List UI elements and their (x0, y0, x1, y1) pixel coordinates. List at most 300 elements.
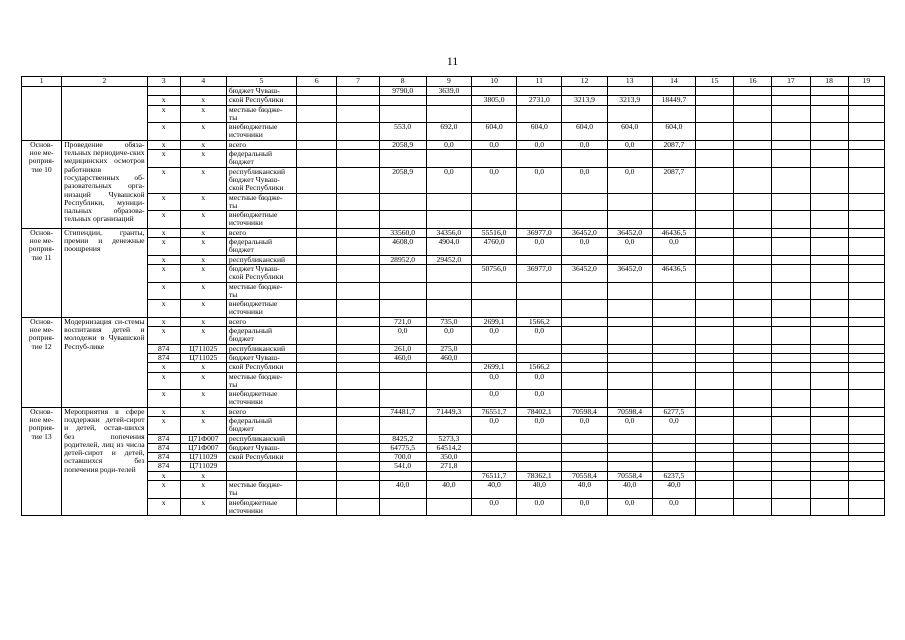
value-cell-11 (517, 150, 562, 168)
value-cell-11: 0,0 (517, 372, 562, 390)
value-cell-9 (426, 282, 471, 300)
value-cell-12 (562, 193, 607, 211)
empty-cell-19 (848, 353, 884, 362)
value-cell-8: 64775,5 (379, 443, 426, 452)
empty-cell-7 (337, 105, 379, 123)
value-cell-14 (652, 353, 695, 362)
empty-cell-17 (772, 327, 810, 345)
target-article-cell: х (180, 363, 226, 372)
value-cell-13: 604,0 (607, 123, 652, 141)
grbs-code-cell: 874 (147, 344, 180, 353)
empty-cell-17 (772, 300, 810, 318)
empty-cell-16 (734, 264, 772, 282)
empty-cell-6 (297, 498, 337, 516)
value-cell-9: 40,0 (426, 481, 471, 499)
value-cell-14 (652, 105, 695, 123)
value-cell-9: 350,0 (426, 453, 471, 462)
target-article-cell: х (180, 255, 226, 264)
value-cell-12 (562, 443, 607, 452)
empty-cell-15 (696, 498, 734, 516)
value-cell-11: 78362,1 (517, 471, 562, 480)
empty-cell-18 (810, 498, 848, 516)
value-cell-11: 36977,0 (517, 228, 562, 237)
empty-cell-6 (297, 282, 337, 300)
value-cell-11: 0,0 (517, 238, 562, 256)
value-cell-10 (472, 443, 517, 452)
value-cell-11: 0,0 (517, 416, 562, 434)
value-cell-8: 4608,0 (379, 238, 426, 256)
value-cell-13: 36452,0 (607, 264, 652, 282)
event-name-cell (62, 87, 147, 141)
grbs-code-cell: х (147, 390, 180, 408)
target-article-cell: х (180, 300, 226, 318)
target-article-cell: Ц711029 (180, 453, 226, 462)
value-cell-13 (607, 344, 652, 353)
event-number-cell: Основ- ное ме- роприя- тие 12 (22, 317, 62, 407)
target-article-cell: х (180, 264, 226, 282)
empty-cell-7 (337, 96, 379, 105)
empty-cell-18 (810, 123, 848, 141)
column-header-8: 8 (379, 77, 426, 87)
empty-cell-6 (297, 327, 337, 345)
empty-cell-19 (848, 238, 884, 256)
value-cell-9 (426, 264, 471, 282)
value-cell-10: 604,0 (472, 123, 517, 141)
column-header-2: 2 (62, 77, 147, 87)
grbs-code-cell: 874 (147, 434, 180, 443)
funding-source-cell: всего (226, 407, 296, 416)
empty-cell-15 (696, 407, 734, 416)
value-cell-8: 9790,0 (379, 87, 426, 96)
empty-cell-18 (810, 416, 848, 434)
grbs-code-cell: х (147, 140, 180, 149)
table-row (22, 434, 885, 443)
table-row (22, 462, 885, 471)
empty-cell-18 (810, 193, 848, 211)
empty-cell-7 (337, 443, 379, 452)
empty-cell-18 (810, 317, 848, 326)
empty-cell-7 (337, 434, 379, 443)
funding-source-cell: местные бюдже- ты (226, 105, 296, 123)
table-row (22, 407, 885, 416)
value-cell-11 (517, 434, 562, 443)
value-cell-11: 2731,0 (517, 96, 562, 105)
value-cell-8: 2058,9 (379, 140, 426, 149)
empty-cell-6 (297, 344, 337, 353)
value-cell-12: 70598,4 (562, 407, 607, 416)
empty-cell-7 (337, 228, 379, 237)
target-article-cell: х (180, 211, 226, 229)
empty-cell-18 (810, 327, 848, 345)
empty-cell-18 (810, 96, 848, 105)
value-cell-12: 0,0 (562, 498, 607, 516)
empty-cell-6 (297, 228, 337, 237)
empty-cell-18 (810, 344, 848, 353)
table-row (22, 471, 885, 480)
empty-cell-19 (848, 264, 884, 282)
empty-cell-6 (297, 255, 337, 264)
funding-source-cell: местные бюдже- ты (226, 282, 296, 300)
value-cell-12 (562, 255, 607, 264)
table-row (22, 327, 885, 345)
empty-cell-15 (696, 228, 734, 237)
value-cell-12 (562, 372, 607, 390)
empty-cell-15 (696, 317, 734, 326)
value-cell-12 (562, 105, 607, 123)
column-header-14: 14 (652, 77, 695, 87)
empty-cell-7 (337, 264, 379, 282)
value-cell-12: 36452,0 (562, 228, 607, 237)
value-cell-8 (379, 416, 426, 434)
empty-cell-18 (810, 353, 848, 362)
value-cell-13 (607, 255, 652, 264)
table-row (22, 344, 885, 353)
value-cell-14: 6277,5 (652, 407, 695, 416)
empty-cell-16 (734, 443, 772, 452)
value-cell-8 (379, 96, 426, 105)
empty-cell-16 (734, 363, 772, 372)
target-article-cell: х (180, 238, 226, 256)
value-cell-10: 0,0 (472, 416, 517, 434)
empty-cell-19 (848, 87, 884, 96)
value-cell-9 (426, 372, 471, 390)
value-cell-14 (652, 434, 695, 443)
empty-cell-17 (772, 353, 810, 362)
value-cell-11: 0,0 (517, 327, 562, 345)
value-cell-14 (652, 372, 695, 390)
value-cell-11: 78402,1 (517, 407, 562, 416)
value-cell-14: 2087,7 (652, 167, 695, 193)
empty-cell-7 (337, 471, 379, 480)
value-cell-11 (517, 87, 562, 96)
empty-cell-7 (337, 317, 379, 326)
target-article-cell: х (180, 471, 226, 480)
empty-cell-6 (297, 462, 337, 471)
value-cell-10: 76551,7 (472, 407, 517, 416)
empty-cell-17 (772, 317, 810, 326)
empty-cell-19 (848, 255, 884, 264)
empty-cell-16 (734, 453, 772, 462)
value-cell-9: 275,0 (426, 344, 471, 353)
value-cell-8: 261,0 (379, 344, 426, 353)
value-cell-12 (562, 317, 607, 326)
value-cell-9: 34356,0 (426, 228, 471, 237)
target-article-cell: х (180, 327, 226, 345)
value-cell-12: 70558,4 (562, 471, 607, 480)
value-cell-8: 700,0 (379, 453, 426, 462)
value-cell-10 (472, 211, 517, 229)
value-cell-12 (562, 344, 607, 353)
table-row (22, 264, 885, 282)
value-cell-9 (426, 96, 471, 105)
value-cell-14: 40,0 (652, 481, 695, 499)
grbs-code-cell (147, 87, 180, 96)
empty-cell-18 (810, 471, 848, 480)
table-row (22, 167, 885, 193)
value-cell-8 (379, 211, 426, 229)
value-cell-8 (379, 193, 426, 211)
funding-source-cell: бюджет Чуваш- (226, 353, 296, 362)
value-cell-13: 0,0 (607, 238, 652, 256)
table-row (22, 123, 885, 141)
target-article-cell: х (180, 140, 226, 149)
empty-cell-18 (810, 167, 848, 193)
funding-source-cell: всего (226, 317, 296, 326)
value-cell-13 (607, 327, 652, 345)
value-cell-14: 46436,5 (652, 264, 695, 282)
grbs-code-cell: х (147, 372, 180, 390)
value-cell-14 (652, 344, 695, 353)
value-cell-14 (652, 300, 695, 318)
grbs-code-cell: 874 (147, 353, 180, 362)
empty-cell-7 (337, 344, 379, 353)
empty-cell-6 (297, 407, 337, 416)
target-article-cell: Ц711025 (180, 353, 226, 362)
empty-cell-6 (297, 300, 337, 318)
empty-cell-15 (696, 140, 734, 149)
value-cell-13: 36452,0 (607, 228, 652, 237)
table-row (22, 228, 885, 237)
value-cell-13 (607, 390, 652, 408)
target-article-cell: х (180, 123, 226, 141)
empty-cell-16 (734, 150, 772, 168)
grbs-code-cell: х (147, 282, 180, 300)
value-cell-14: 0,0 (652, 498, 695, 516)
target-article-cell (180, 87, 226, 96)
value-cell-9: 64514,2 (426, 443, 471, 452)
value-cell-14: 0,0 (652, 416, 695, 434)
empty-cell-17 (772, 238, 810, 256)
value-cell-14 (652, 282, 695, 300)
funding-source-cell: всего (226, 228, 296, 237)
empty-cell-19 (848, 471, 884, 480)
funding-source-cell: внебюджетные источники (226, 300, 296, 318)
table-row (22, 372, 885, 390)
value-cell-11: 1566,2 (517, 317, 562, 326)
empty-cell-19 (848, 300, 884, 318)
value-cell-13 (607, 300, 652, 318)
empty-cell-15 (696, 372, 734, 390)
funding-source-cell: ской Республики (226, 96, 296, 105)
empty-cell-15 (696, 96, 734, 105)
funding-source-cell: внебюджетные источники (226, 211, 296, 229)
value-cell-13 (607, 453, 652, 462)
empty-cell-7 (337, 193, 379, 211)
column-header-7: 7 (337, 77, 379, 87)
empty-cell-7 (337, 407, 379, 416)
value-cell-8 (379, 498, 426, 516)
value-cell-13 (607, 193, 652, 211)
empty-cell-19 (848, 167, 884, 193)
value-cell-12: 0,0 (562, 416, 607, 434)
value-cell-8: 553,0 (379, 123, 426, 141)
value-cell-10 (472, 453, 517, 462)
value-cell-11 (517, 282, 562, 300)
empty-cell-6 (297, 372, 337, 390)
empty-cell-6 (297, 105, 337, 123)
value-cell-12 (562, 327, 607, 345)
value-cell-10: 0,0 (472, 372, 517, 390)
empty-cell-6 (297, 481, 337, 499)
target-article-cell: х (180, 498, 226, 516)
empty-cell-19 (848, 105, 884, 123)
value-cell-13 (607, 150, 652, 168)
empty-cell-15 (696, 255, 734, 264)
value-cell-11: 604,0 (517, 123, 562, 141)
value-cell-13 (607, 105, 652, 123)
grbs-code-cell: х (147, 471, 180, 480)
empty-cell-18 (810, 105, 848, 123)
table-row (22, 105, 885, 123)
value-cell-9: 5273,3 (426, 434, 471, 443)
grbs-code-cell: х (147, 363, 180, 372)
empty-cell-7 (337, 211, 379, 229)
table-row (22, 87, 885, 96)
empty-cell-17 (772, 443, 810, 452)
value-cell-13: 70598,4 (607, 407, 652, 416)
empty-cell-16 (734, 390, 772, 408)
column-header-15: 15 (696, 77, 734, 87)
value-cell-9 (426, 150, 471, 168)
empty-cell-7 (337, 372, 379, 390)
empty-cell-7 (337, 498, 379, 516)
empty-cell-16 (734, 300, 772, 318)
empty-cell-6 (297, 317, 337, 326)
value-cell-11 (517, 353, 562, 362)
empty-cell-6 (297, 150, 337, 168)
column-header-5: 5 (226, 77, 296, 87)
empty-cell-15 (696, 481, 734, 499)
empty-cell-15 (696, 123, 734, 141)
value-cell-8 (379, 105, 426, 123)
empty-cell-7 (337, 416, 379, 434)
empty-cell-18 (810, 255, 848, 264)
empty-cell-17 (772, 228, 810, 237)
value-cell-11: 40,0 (517, 481, 562, 499)
value-cell-11 (517, 105, 562, 123)
value-cell-14 (652, 211, 695, 229)
empty-cell-6 (297, 238, 337, 256)
value-cell-11: 36977,0 (517, 264, 562, 282)
grbs-code-cell: х (147, 123, 180, 141)
table-row (22, 96, 885, 105)
empty-cell-15 (696, 453, 734, 462)
empty-cell-6 (297, 390, 337, 408)
empty-cell-7 (337, 140, 379, 149)
value-cell-12 (562, 434, 607, 443)
event-name-cell: Стипендии, гранты, премии и денежные поощрения (62, 228, 147, 317)
value-cell-10: 4760,0 (472, 238, 517, 256)
value-cell-8: 8425,2 (379, 434, 426, 443)
empty-cell-15 (696, 264, 734, 282)
grbs-code-cell: х (147, 211, 180, 229)
value-cell-12 (562, 211, 607, 229)
empty-cell-17 (772, 140, 810, 149)
value-cell-8: 40,0 (379, 481, 426, 499)
budget-table (21, 76, 885, 516)
empty-cell-6 (297, 96, 337, 105)
empty-cell-15 (696, 471, 734, 480)
funding-source-cell: республиканский (226, 255, 296, 264)
event-number-cell: Основ- ное ме- роприя- тие 13 (22, 407, 62, 516)
empty-cell-7 (337, 150, 379, 168)
value-cell-10 (472, 353, 517, 362)
value-cell-8: 28952,0 (379, 255, 426, 264)
table-row (22, 282, 885, 300)
value-cell-13: 0,0 (607, 167, 652, 193)
empty-cell-6 (297, 211, 337, 229)
column-header-18: 18 (810, 77, 848, 87)
value-cell-13 (607, 282, 652, 300)
value-cell-8: 721,0 (379, 317, 426, 326)
empty-cell-16 (734, 481, 772, 499)
empty-cell-16 (734, 471, 772, 480)
value-cell-11: 1566,2 (517, 363, 562, 372)
empty-cell-6 (297, 264, 337, 282)
funding-source-cell (226, 462, 296, 471)
table-row (22, 238, 885, 256)
empty-cell-15 (696, 363, 734, 372)
empty-cell-17 (772, 462, 810, 471)
value-cell-10: 0,0 (472, 167, 517, 193)
empty-cell-7 (337, 282, 379, 300)
empty-cell-7 (337, 87, 379, 96)
empty-cell-18 (810, 481, 848, 499)
value-cell-11: 0,0 (517, 390, 562, 408)
target-article-cell: х (180, 193, 226, 211)
empty-cell-15 (696, 238, 734, 256)
value-cell-9 (426, 211, 471, 229)
funding-source-cell: ской Республики (226, 453, 296, 462)
target-article-cell: х (180, 317, 226, 326)
empty-cell-16 (734, 317, 772, 326)
empty-cell-15 (696, 211, 734, 229)
empty-cell-19 (848, 434, 884, 443)
value-cell-12 (562, 390, 607, 408)
value-cell-12 (562, 363, 607, 372)
empty-cell-19 (848, 150, 884, 168)
value-cell-9 (426, 390, 471, 408)
funding-source-cell: местные бюдже- ты (226, 193, 296, 211)
value-cell-12: 3213,9 (562, 96, 607, 105)
column-header-3: 3 (147, 77, 180, 87)
value-cell-10 (472, 87, 517, 96)
empty-cell-18 (810, 407, 848, 416)
value-cell-14: 604,0 (652, 123, 695, 141)
empty-cell-17 (772, 150, 810, 168)
value-cell-9: 460,0 (426, 353, 471, 362)
value-cell-10 (472, 255, 517, 264)
value-cell-14 (652, 390, 695, 408)
column-header-1: 1 (22, 77, 62, 87)
funding-source-cell: ской Республики (226, 363, 296, 372)
funding-source-cell: местные бюдже- ты (226, 481, 296, 499)
funding-source-cell: федеральный бюджет (226, 238, 296, 256)
value-cell-8 (379, 363, 426, 372)
empty-cell-16 (734, 353, 772, 362)
grbs-code-cell: х (147, 407, 180, 416)
grbs-code-cell: х (147, 167, 180, 193)
empty-cell-18 (810, 372, 848, 390)
column-header-6: 6 (297, 77, 337, 87)
event-name-cell: Модернизация си-стемы воспитания детей и молодежи в Чувашской Респуб-лике (62, 317, 147, 407)
empty-cell-16 (734, 462, 772, 471)
column-header-11: 11 (517, 77, 562, 87)
empty-cell-16 (734, 96, 772, 105)
value-cell-9 (426, 105, 471, 123)
empty-cell-18 (810, 453, 848, 462)
empty-cell-19 (848, 416, 884, 434)
